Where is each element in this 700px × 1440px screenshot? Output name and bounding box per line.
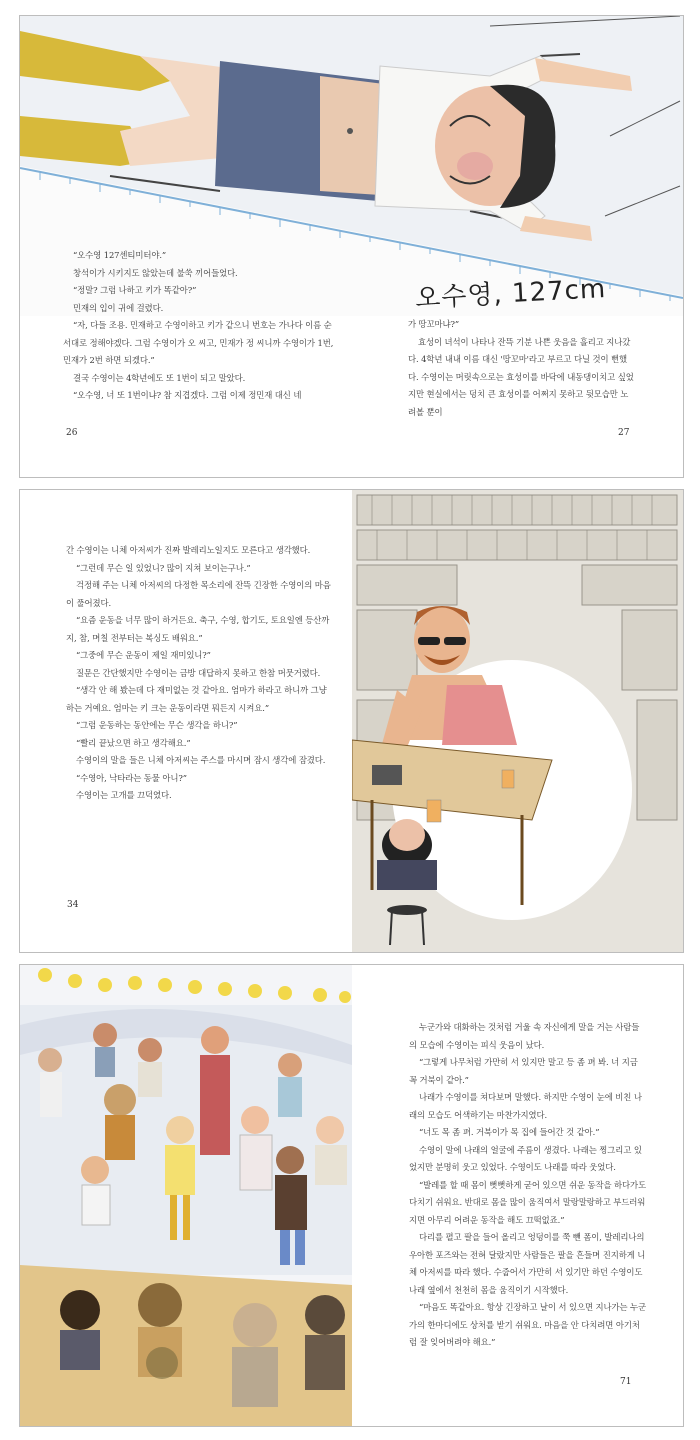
paragraph: “요즘 운동을 너무 많이 하거든요. 축구, 수영, 합기도, 토요일엔 등산까지, 참, 며칠 전부터는 복싱도 배워요.” (66, 615, 330, 643)
page-number-71: 71 (620, 1377, 632, 1387)
paragraph: 질문은 간단했지만 수영이는 금방 대답하지 못하고 한참 머뭇거렸다. (76, 667, 321, 678)
page-number-27: 27 (618, 428, 630, 438)
paragraph: “발레를 할 때 몸이 뻣뻣하게 굳어 있으면 쉬운 동작을 하다가도 다치기 쉬워요. 반대로 몸을 많이 움직여서 말랑말랑하고 부드러워지면 아무리 어려운 동작을 해도 끄떡없죠.” (409, 1179, 646, 1225)
spread-page-71 (19, 964, 684, 1427)
paragraph: 누군가와 대화하는 것처럼 거울 속 자신에게 말을 거는 사람들의 모습에 수영이는 피식 웃음이 났다. (409, 1022, 640, 1050)
paragraph: 걱정해 주는 니체 아저씨의 다정한 목소리에 잔뜩 긴장한 수영이의 마음이 풀어졌다. (66, 580, 331, 608)
spread-pages-26-27 (19, 15, 684, 478)
paragraph: “그럼 운동하는 동안에는 무슨 생각을 하니?” (76, 720, 238, 730)
paragraph: 수영이는 고개를 끄덕였다. (76, 790, 172, 800)
paragraph: “너도 목 좀 펴. 거북이가 목 집에 들어간 것 같아.” (419, 1127, 600, 1137)
paragraph: 가 땅꼬마냐?” (408, 319, 460, 329)
paragraph: “수영아, 낙타라는 동물 아니?” (76, 772, 187, 783)
paragraph: 다리를 펼고 팔을 들어 올리고 엉덩이를 쭉 뺀 폼이, 발레리나의 우아한 포즈와는 전혀 달랐지만 사람들은 팔을 흔들며 진지하게 니체 아저씨를 따라 했다. 수줍어서 가만히 서 있기만 하던 수영이도 나래 옆에서 천천히 몸을 움직이기 시작했다. (409, 1232, 646, 1295)
page-number-26: 26 (66, 428, 78, 438)
paragraph: 효성이 녀석이 나타나 잔뜩 기분 나쁜 웃음을 흘리고 지나갔다. 4학년 내내 이름 대신 '땅꼬마'라고 부르고 다닐 것이 뻔했다. 수영이는 머릿속으로는 효성이를 바닥에 내동댕이치고 싶었지만 현실에서는 덩치 큰 효성이를 어쩌지 못하고 뒷모습만 노려볼 뿐이 (408, 336, 634, 417)
text-page-34 (66, 542, 332, 805)
page-number-34: 34 (67, 900, 79, 910)
paragraph: “자, 다들 조용. 민재하고 수영이하고 키가 같으니 번호는 가나다 이름 순서대로 정해야겠다. 그럼 수영이가 오 씨고, 민재가 정 씨니까 수영이가 1번, 민재가 2번 하면 되겠다.” (63, 320, 334, 365)
paragraph: “생각 안 해 봤는데 다 재미없는 것 같아요. 엄마가 하라고 하니까 그냥 하는 거예요. 엄마는 키 크는 운동이라면 뭐든지 시켜요.” (66, 685, 327, 713)
paragraph: “그중에 무슨 운동이 제일 재미있니?” (76, 650, 211, 660)
paragraph: 창석이가 시키지도 않았는데 불쑥 끼어들었다. (73, 267, 238, 278)
paragraph: “오수영, 너 또 1번이냐? 참 지겹겠다. 그럼 이제 정민재 대신 네 (73, 390, 302, 400)
paragraph: 결국 수영이는 4학년에도 또 1번이 되고 말았다. (73, 372, 246, 383)
paragraph: “그런데 무슨 일 있었니? 많이 지쳐 보이는구나.” (76, 562, 251, 573)
illustration-library-table (352, 490, 683, 952)
paragraph: “마음도 똑같아요. 항상 긴장하고 날이 서 있으면 지나가는 누군가의 한마디에도 상처를 받기 쉬워요. 마음을 안 다치려면 아기처럼 잘 잊어버려야 해요.” (409, 1302, 646, 1347)
paragraph: “정말? 그럼 나하고 키가 똑같아?” (73, 285, 197, 295)
paragraph: 민재의 입이 귀에 걸렸다. (73, 302, 164, 313)
text-page-71 (409, 1019, 647, 1352)
measurement-caption: 오수영, 127cm (414, 274, 607, 314)
text-page-26 (63, 247, 335, 405)
paragraph: “그렇게 나무처럼 가만히 서 있지만 말고 등 좀 펴 봐. 너 지금 꼭 거북이 같아.” (409, 1057, 638, 1085)
paragraph: “오수영 127센티미터야.” (73, 250, 167, 260)
paragraph: 수영이의 말을 들은 니체 아저씨는 주스를 마시며 잠시 생각에 잠겼다. (76, 755, 326, 765)
paragraph: 수영이 말에 나래의 얼굴에 주름이 생겼다. 나래는 찡그리고 있었지만 분명히 웃고 있었다. 수영이도 나래를 따라 웃었다. (409, 1144, 642, 1172)
paragraph: “빨리 끝났으면 하고 생각해요.” (76, 737, 191, 748)
paragraph: 나래가 수영이를 쳐다보며 말했다. 하지만 수영이 눈에 비친 나래의 모습도 어색하기는 마찬가지였다. (409, 1092, 642, 1120)
paragraph: 간 수영이는 니체 아저씨가 진짜 발레리노일지도 모른다고 생각했다. (66, 545, 311, 555)
illustration-ballet-class (20, 965, 352, 1426)
text-page-27 (408, 316, 636, 421)
spread-page-34 (19, 489, 684, 953)
